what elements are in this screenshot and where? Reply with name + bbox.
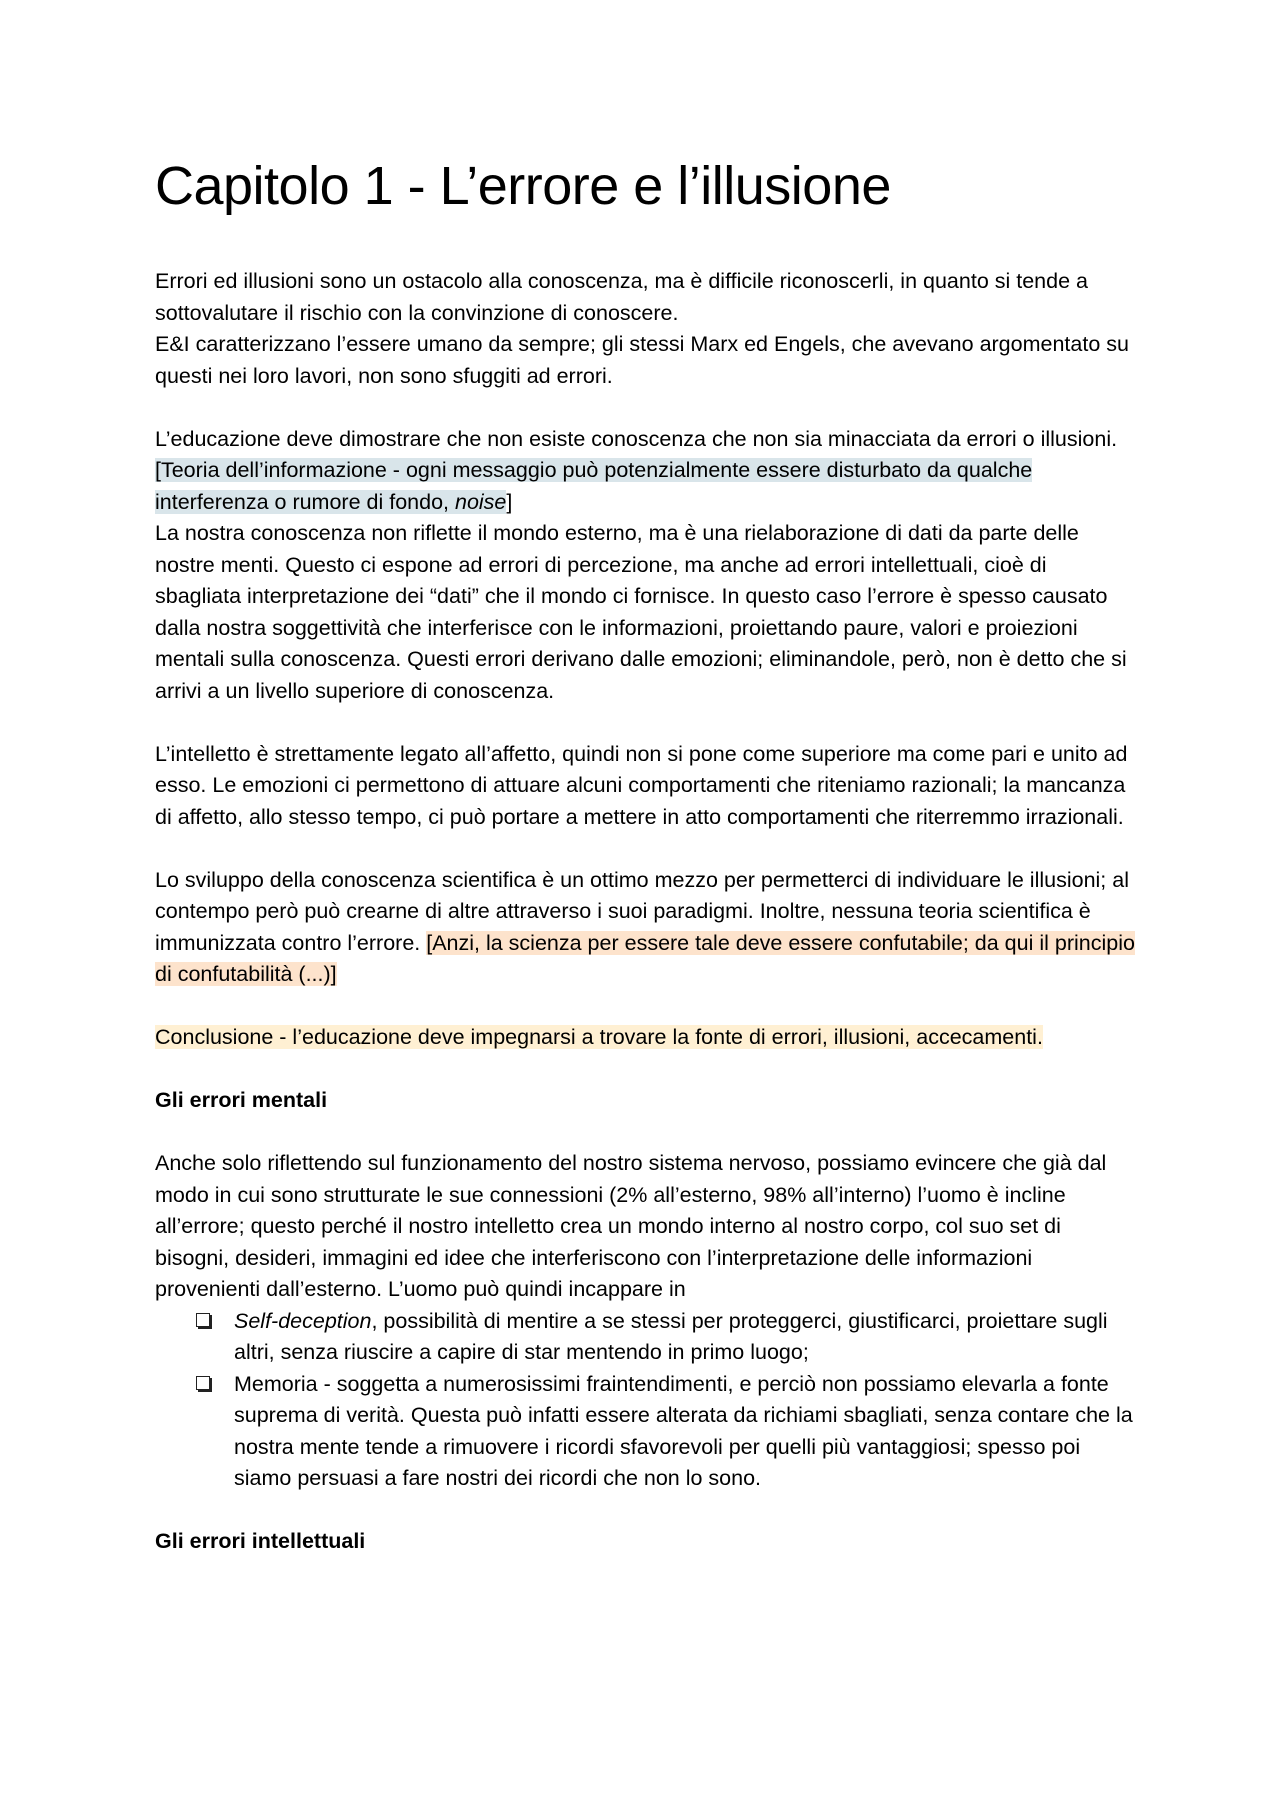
heading-intellectual-errors: Gli errori intellettuali	[155, 1529, 366, 1553]
paragraph-education	[155, 424, 1135, 519]
self-deception-term: Self-deception	[234, 1308, 372, 1333]
highlight-information-theory	[155, 458, 1032, 514]
paragraph-conclusion	[155, 1022, 1135, 1054]
highlight-falsifiability: [Anzi, la scienza per essere tale deve essere confutabile; da qui il principio di confutabilità (...)]	[155, 930, 1135, 986]
paragraph-education-text: L’educazione deve dimostrare che non esiste conoscenza che non sia minacciata da errori o illusioni.	[155, 426, 1118, 451]
checkbox-icon	[196, 1313, 210, 1327]
list-item-text: , possibilità di mentire a se stessi per proteggerci, giustificarci, proiettare sugli altri, senza riuscire a capire di star mentendo in primo luogo;	[234, 1308, 1108, 1364]
paragraph-knowledge: La nostra conoscenza non riflette il mondo esterno, ma è una rielaborazione di dati da parte delle nostre menti. Questo ci espone ad errori di percezione, ma anche ad errori intellettuali, cioè di sbagliata interpretazione dei “dati” che il mondo ci fornisce. In questo caso l’errore è spesso causato dalla nostra soggettività che interferisce con le informazioni, proiettando paure, valori e proiezioni mentali sulla conoscenza. Questi errori derivano dalle emozioni; eliminandole, però, non è detto che si arrivi a un livello superiore di conoscenza.	[155, 521, 1127, 703]
highlight-information-theory-text: [Teoria dell’informazione - ogni messaggio può potenzialmente essere disturbato da qualche interferenza o rumore di fondo,	[155, 458, 1033, 514]
heading-mental-errors: Gli errori mentali	[155, 1088, 328, 1112]
paragraph-science-text: Lo sviluppo della conoscenza scientifica è un ottimo mezzo per permetterci di individuare le illusioni; al contempo però può crearne di altre attraverso i suoi paradigmi. Inoltre, nessuna teoria scientifica è immunizzata contro l’errore.	[155, 867, 1129, 955]
paragraph-intellect: L’intelletto è strettamente legato all’affetto, quindi non si pone come superiore ma come pari e unito ad esso. Le emozioni ci permettono di attuare alcuni comportamenti che riteniamo razionali; la mancanza di affetto, allo stesso tempo, ci può portare a mettere in atto comportamenti che riterremmo irrazionali.	[155, 741, 1128, 829]
document-body	[155, 266, 1135, 1558]
paragraph-intro-2: E&I caratterizzano l’essere umano da sempre; gli stessi Marx ed Engels, che avevano argomentato su questi nei loro lavori, non sono sfuggiti ad errori.	[155, 332, 1129, 388]
bracket-close: ]	[506, 489, 513, 514]
paragraph-intro-1: Errori ed illusioni sono un ostacolo alla conoscenza, ma è difficile riconoscerli, in quanto si tende a sottovalutare il rischio con la convinzione di conoscere.	[155, 269, 1088, 325]
checklist-mental-errors	[155, 1306, 1135, 1495]
paragraph-science	[155, 865, 1135, 991]
paragraph-mental-intro: Anche solo riflettendo sul funzionamento del nostro sistema nervoso, possiamo evincere che già dal modo in cui sono strutturate le sue connessioni (2% all’esterno, 98% all’interno) l’uomo è incline all’errore; questo perché il nostro intelletto crea un mondo interno al nostro corpo, col suo set di bisogni, desideri, immagini ed idee che interferiscono con l’interpretazione delle informazioni provenienti dall’esterno. L’uomo può quindi incappare in	[155, 1151, 1107, 1301]
highlight-conclusion: Conclusione - l’educazione deve impegnarsi a trovare la fonte di errori, illusioni, accecamenti.	[155, 1025, 1043, 1049]
noise-term: noise	[454, 489, 507, 514]
list-item	[234, 1369, 1135, 1495]
checkbox-icon	[196, 1376, 210, 1390]
list-item	[234, 1306, 1135, 1369]
page-title: Capitolo 1 - L’errore e l’illusione	[155, 156, 891, 216]
list-item-text: Memoria - soggetta a numerosissimi fraintendimenti, e perciò non possiamo elevarla a fonte suprema di verità. Questa può infatti essere alterata da richiami sbagliati, senza contare che la nostra mente tende a rimuovere i ricordi sfavorevoli per quelli più vantaggiosi; spesso poi siamo persuasi a fare nostri dei ricordi che non lo sono.	[234, 1371, 1133, 1490]
